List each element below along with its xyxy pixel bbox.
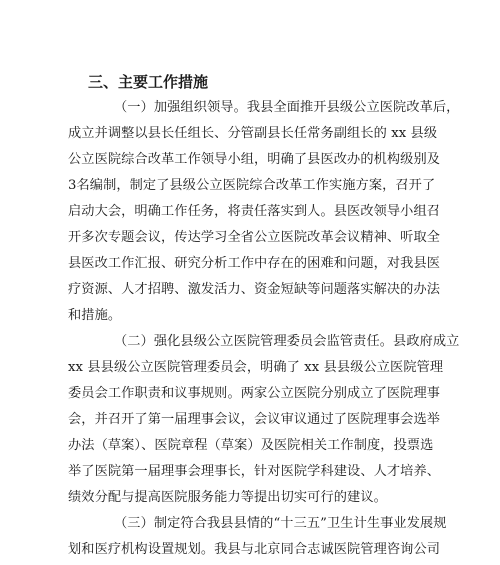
paragraph-line: （二）强化县级公立医院管理委员会监管责任。县政府成立	[114, 334, 460, 349]
paragraph-line: 办法（草案）、医院章程（草案）及医院相关工作制度，投票选	[68, 438, 434, 453]
paragraph-line: 3名编制，制定了县级公立医院综合改革工作实施方案，召开了	[68, 178, 436, 193]
paragraph-line: （一）加强组织领导。我县全面推开县级公立医院改革后，	[114, 100, 460, 115]
paragraph-line: 县医改工作汇报、研究分析工作中存在的困难和问题，对我县医	[68, 256, 441, 271]
paragraph-line: 举了医院第一届理事会理事长，针对医院学科建设、人才培养、	[68, 464, 441, 479]
paragraph-line: 绩效分配与提高医院服务能力等提出切实可行的建议。	[68, 490, 387, 505]
paragraph-line: 启动大会，明确工作任务，将责任落实到人。县医改领导小组召	[68, 204, 441, 219]
paragraph-line: xx 县县级公立医院管理委员会，明确了 xx 县县级公立医院管理	[68, 360, 444, 375]
paragraph-line: 公立医院综合改革工作领导小组，明确了县医改办的机构级别及	[68, 152, 441, 167]
section-heading: 三、主要工作措施	[88, 73, 209, 91]
paragraph-line: 委员会工作职责和议事规则。两家公立医院分别成立了医院理事	[68, 386, 441, 401]
paragraph-line: 会，并召开了第一届理事会议，会议审议通过了医院理事会选举	[68, 412, 441, 427]
paragraph-line: 开多次专题会议，传达学习全省公立医院改革会议精神、听取全	[68, 230, 441, 245]
paragraph-line: 疗资源、人才招聘、激发活力、资金短缺等问题落实解决的办法	[68, 282, 441, 297]
paragraph-line: 和措施。	[68, 308, 122, 323]
paragraph-line: （三）制定符合我县县情的“十三五”卫生计生事业发展规	[114, 516, 447, 531]
paragraph-line: 划和医疗机构设置规划。我县与北京同合志诚医院管理咨询公司	[68, 542, 441, 557]
paragraph-line: 成立并调整以县长任组长、分管副县长任常务副组长的 xx 县级	[68, 126, 438, 141]
